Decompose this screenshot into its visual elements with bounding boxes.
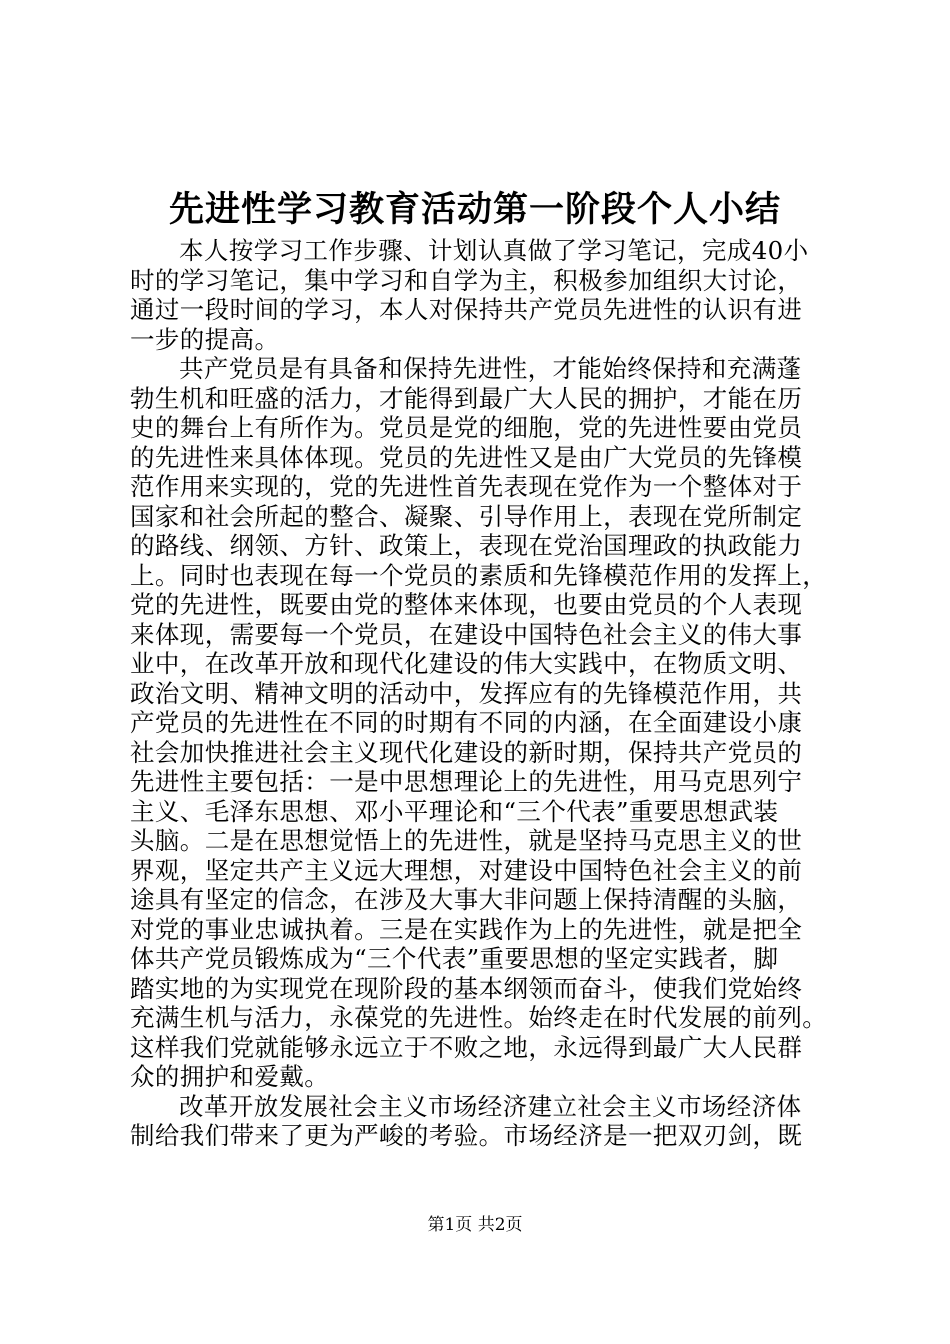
- paragraph-line: 范作用来实现的，党的先进性首先表现在党作为一个整体对于: [130, 472, 803, 501]
- paragraph-line: 史的舞台上有所作为。党员是党的细胞，党的先进性要由党员: [130, 413, 803, 442]
- paragraph-line: 途具有坚定的信念，在涉及大事大非问题上保持清醒的头脑，: [130, 885, 803, 914]
- paragraph-line: 的先进性来具体体现。党员的先进性又是由广大党员的先锋模: [130, 442, 803, 472]
- paragraph-line: 先进性主要包括：一是中思想理论上的先进性，用马克思列宁: [130, 767, 803, 796]
- paragraph-line: 政治文明、精神文明的活动中，发挥应有的先锋模范作用，共: [130, 678, 803, 708]
- document-title: 先进性学习教育活动第一阶段个人小结: [168, 189, 781, 230]
- paragraph-line: 头脑。二是在思想觉悟上的先进性，就是坚持马克思主义的世: [130, 826, 803, 855]
- paragraph-line: 时的学习笔记，集中学习和自学为主，积极参加组织大讨论，: [130, 265, 803, 295]
- paragraph-line: 充满生机与活力，永葆党的先进性。始终走在时代发展的前列。: [130, 1003, 828, 1032]
- paragraph-line: 国家和社会所起的整合、凝聚、引导作用上，表现在党所制定: [130, 501, 803, 531]
- paragraph-line: 通过一段时间的学习，本人对保持共产党员先进性的认识有进: [130, 295, 803, 324]
- paragraph-line: 界观，坚定共产主义远大理想，对建设中国特色社会主义的前: [130, 855, 803, 885]
- paragraph-line: 勃生机和旺盛的活力，才能得到最广大人民的拥护，才能在历: [130, 383, 803, 413]
- paragraph-line: 党的先进性，既要由党的整体来体现，也要由党员的个人表现: [130, 590, 803, 619]
- paragraph-line: 一步的提高。: [130, 324, 280, 354]
- paragraph-line: 产党员的先进性在不同的时期有不同的内涵，在全面建设小康: [130, 708, 803, 737]
- document-body: [130, 236, 842, 1151]
- paragraph-line: 对党的事业忠诚执着。三是在实践作为上的先进性，就是把全: [130, 914, 803, 944]
- paragraph-line: 改革开放发展社会主义市场经济建立社会主义市场经济体: [179, 1091, 802, 1121]
- paragraph-line: 社会加快推进社会主义现代化建设的新时期，保持共产党员的: [130, 737, 803, 767]
- paragraph-line: 来体现，需要每一个党员，在建设中国特色社会主义的伟大事: [130, 619, 803, 649]
- paragraph-line: 主义、毛泽东思想、邓小平理论和“三个代表”重要思想武装: [130, 796, 779, 826]
- paragraph-line: 制给我们带来了更为严峻的考验。市场经济是一把双刃剑，既: [130, 1121, 803, 1150]
- paragraph-line: 本人按学习工作步骤、计划认真做了学习笔记，完成40小: [179, 236, 809, 265]
- paragraph-line: 共产党员是有具备和保持先进性，才能始终保持和充满蓬: [179, 354, 802, 383]
- page-number-footer: 第1页 共2页: [427, 1215, 523, 1235]
- paragraph-line: 众的拥护和爱戴。: [130, 1062, 330, 1091]
- paragraph-line: 踏实地的为实现党在现阶段的基本纲领而奋斗，使我们党始终: [130, 973, 803, 1003]
- paragraph-line: 业中，在改革开放和现代化建设的伟大实践中，在物质文明、: [130, 649, 803, 678]
- paragraph-line: 体共产党员锻炼成为“三个代表”重要思想的坚定实践者，脚: [130, 944, 779, 973]
- paragraph-line: 这样我们党就能够永远立于不败之地，永远得到最广大人民群: [130, 1032, 803, 1062]
- paragraph-line: 上。同时也表现在每一个党员的素质和先锋模范作用的发挥上，: [130, 560, 828, 590]
- paragraph-line: 的路线、纲领、方针、政策上，表现在党治国理政的执政能力: [130, 531, 803, 560]
